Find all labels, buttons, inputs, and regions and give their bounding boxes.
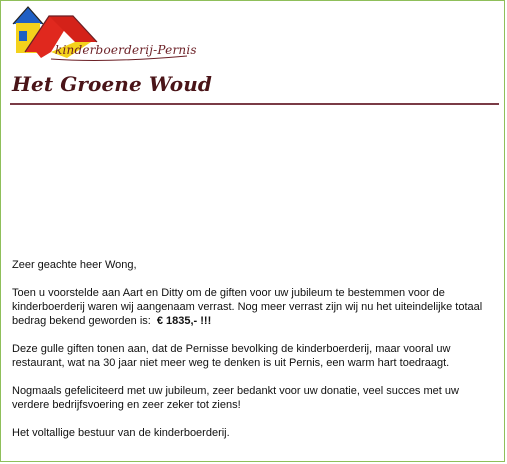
letter-body	[12, 258, 498, 454]
logo-text: kinderboerderij-Pernis	[55, 43, 197, 57]
paragraph-donation	[12, 286, 498, 328]
salutation: Zeer geachte heer Wong,	[12, 259, 137, 271]
paragraph-gifts: Deze gulle giften tonen aan, dat de Pernisse bevolking de kinderboerderij, maar vooral uw restaurant, wat na 30 jaar niet meer weg te denken is uit Pernis, een warm hart toedraagt.	[12, 343, 451, 369]
paragraph-donation-text: Toen u voorstelde aan Aart en Ditty om de giften voor uw jubileum te bestemmen voor de kinderboerderij waren wij aangenaam verrast. Nog meer verrast zijn wij nu het uiteindelijke totaal bedrag bekend geworden is:	[12, 287, 483, 327]
logo	[11, 2, 197, 64]
donation-amount: € 1835,- !!!	[156, 315, 212, 327]
paragraph-congratulations: Nogmaals gefeliciteerd met uw jubileum, zeer bedankt voor uw donatie, veel succes met uw verdere bedrijfsvoering en zeer zeker tot ziens!	[12, 385, 459, 411]
page-title: Het Groene Woud	[12, 72, 212, 96]
title-divider	[10, 103, 499, 105]
closing: Het voltallige bestuur van de kinderboerderij.	[12, 427, 230, 439]
